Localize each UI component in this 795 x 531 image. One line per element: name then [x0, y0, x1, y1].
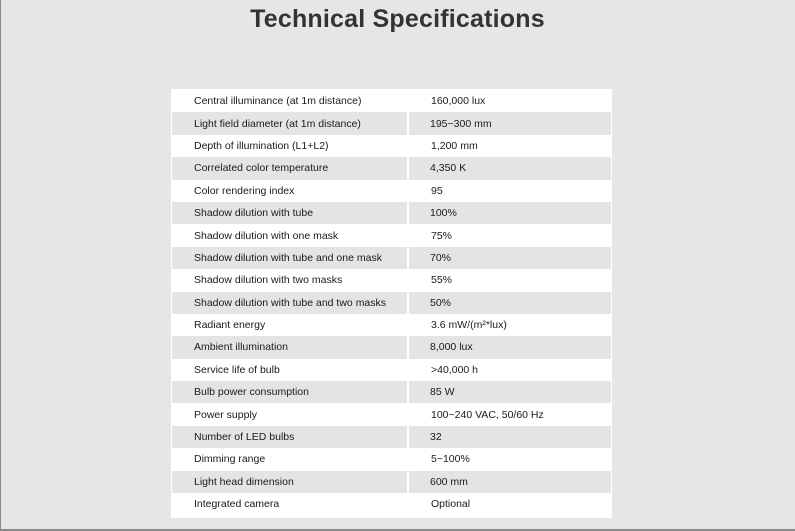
spec-label: Integrated camera [194, 498, 280, 511]
spec-label: Color rendering index [194, 184, 295, 197]
spec-label: Dimming range [194, 453, 266, 466]
spec-value: 32 [409, 426, 611, 448]
table-row [171, 359, 612, 381]
spec-label: Shadow dilution with tube and one mask [172, 247, 409, 269]
table-row [171, 381, 612, 403]
spec-label: Shadow dilution with tube and two masks [172, 292, 409, 314]
spec-label: Radiant energy [194, 319, 266, 332]
spec-label: Power supply [194, 408, 258, 421]
table-row [171, 180, 612, 202]
table-row [171, 135, 612, 157]
table-row [171, 426, 612, 448]
table-row [171, 112, 612, 134]
table-row [171, 224, 612, 246]
spec-value: 3.6 mW/(m²*lux) [431, 319, 507, 332]
spec-value: 1,200 mm [431, 139, 478, 152]
spec-label: Depth of illumination (L1+L2) [194, 139, 329, 152]
spec-label: Shadow dilution with two masks [194, 274, 343, 287]
spec-value: 55% [431, 274, 453, 287]
table-row [171, 247, 612, 269]
spec-value: >40,000 h [431, 363, 479, 376]
spec-table [171, 89, 612, 518]
spec-label: Shadow dilution with tube [172, 202, 409, 224]
spec-label: Light head dimension [172, 471, 409, 493]
spec-value: 160,000 lux [431, 95, 486, 108]
spec-label: Shadow dilution with one mask [194, 229, 339, 242]
spec-value: 8,000 lux [409, 336, 611, 358]
table-row [171, 471, 612, 493]
spec-value: 5~100% [431, 453, 470, 466]
spec-label: Central illuminance (at 1m distance) [194, 95, 362, 108]
page-title: Technical Specifications [250, 5, 545, 33]
table-row [171, 448, 612, 470]
spec-value: 100% [409, 202, 611, 224]
spec-label: Service life of bulb [194, 363, 280, 376]
spec-value: 600 mm [409, 471, 611, 493]
spec-label: Light field diameter (at 1m distance) [172, 112, 409, 134]
table-row [171, 269, 612, 291]
table-row [171, 336, 612, 358]
spec-value: 95 [431, 184, 443, 197]
table-row [171, 314, 612, 336]
spec-value: 4,350 K [409, 157, 611, 179]
spec-value: Optional [431, 498, 471, 511]
spec-label: Number of LED bulbs [172, 426, 409, 448]
spec-value: 70% [409, 247, 611, 269]
spec-label: Bulb power consumption [172, 381, 409, 403]
table-row [171, 403, 612, 425]
table-row [171, 292, 612, 314]
table-row [171, 493, 612, 515]
spec-value: 195~300 mm [409, 112, 611, 134]
table-row [171, 157, 612, 179]
spec-value: 50% [409, 292, 611, 314]
spec-label: Correlated color temperature [172, 157, 409, 179]
spec-value: 100~240 VAC, 50/60 Hz [431, 408, 544, 421]
table-row [171, 90, 612, 112]
spec-value: 75% [431, 229, 453, 242]
spec-value: 85 W [409, 381, 611, 403]
spec-label: Ambient illumination [172, 336, 409, 358]
table-row [171, 202, 612, 224]
